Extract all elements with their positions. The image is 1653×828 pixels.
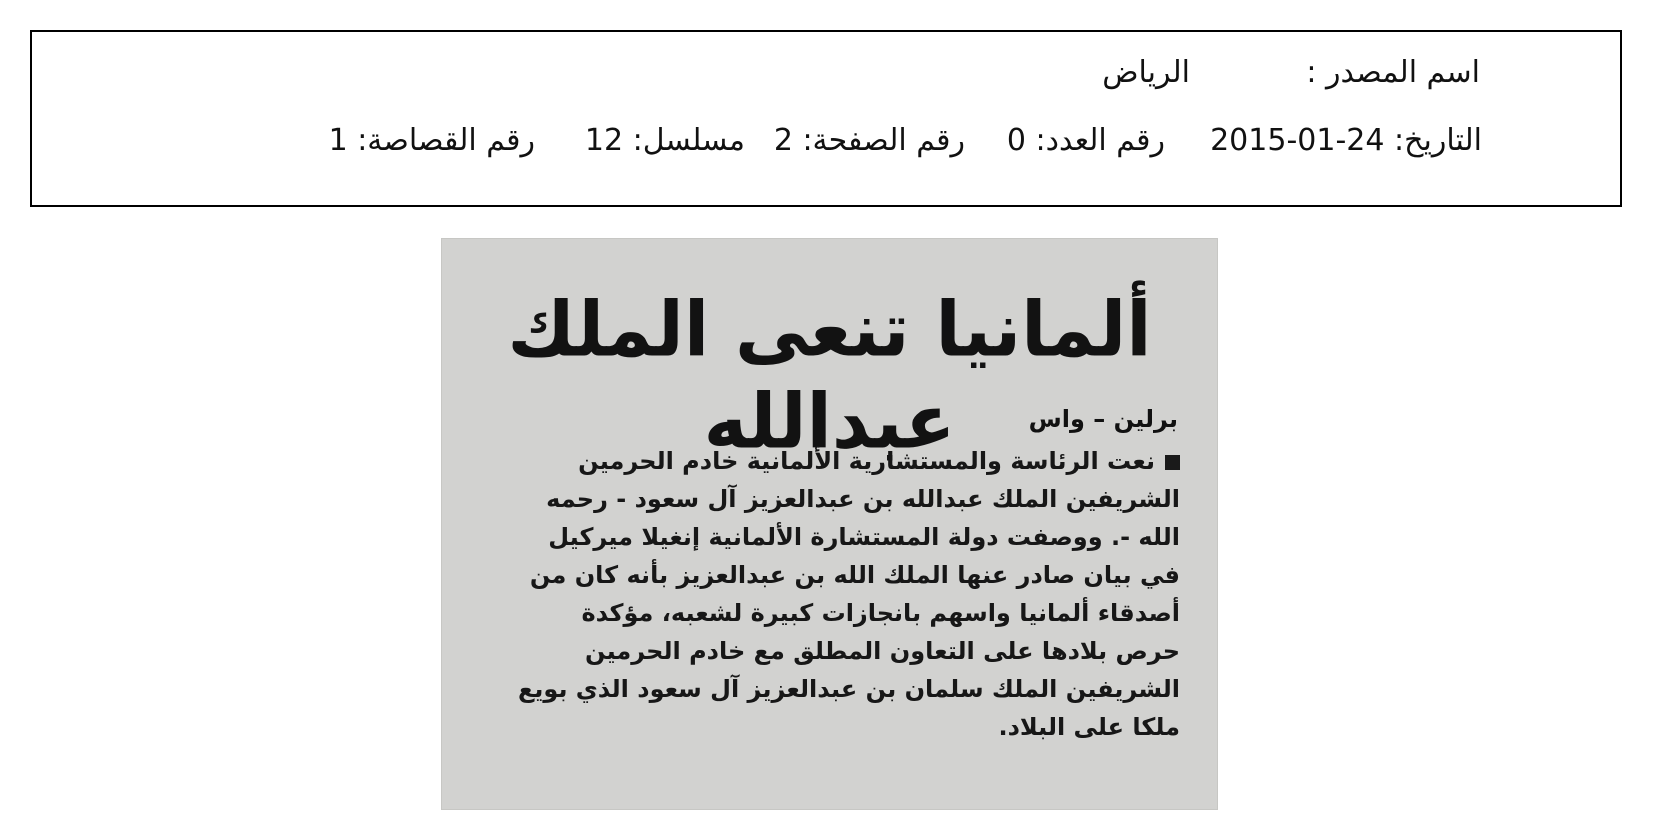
article-body-line-6: حرص بلادها على التعاون المطلق مع خادم الحرمين xyxy=(585,637,1180,665)
article-body-line-1 xyxy=(459,446,1180,476)
newspaper-clipping xyxy=(441,238,1218,810)
article-body-line-2: الشريفين الملك عبدالله بن عبدالعزيز آل سعود - رحمه xyxy=(546,485,1180,513)
serial-number-field: مسلسل: 12 xyxy=(584,123,745,158)
source-value: الرياض xyxy=(1102,55,1190,90)
article-body-line-7: الشريفين الملك سلمان بن عبدالعزيز آل سعود الذي بويع xyxy=(517,675,1180,703)
article-headline: ألمانيا تنعى الملك عبدالله xyxy=(507,286,1152,466)
article-body-line-4: في بيان صادر عنها الملك الله بن عبدالعزيز بأنه كان من xyxy=(529,561,1180,589)
article-body-line-3: الله -. ووصفت دولة المستشارة الألمانية إنغيلا ميركيل xyxy=(548,523,1180,551)
article-dateline: برلين – واس xyxy=(1028,405,1178,433)
date-field: التاريخ: 24-01-2015 xyxy=(1210,123,1482,158)
source-label: اسم المصدر : xyxy=(1306,55,1480,90)
article-line-text-1: نعت الرئاسة والمستشارية الألمانية خادم الحرمين xyxy=(578,447,1155,475)
article-body-line-5: أصدقاء ألمانيا واسهم بانجازات كبيرة لشعبه، مؤكدة xyxy=(581,599,1180,627)
document-metadata-box xyxy=(30,30,1622,207)
paragraph-bullet-icon xyxy=(1165,455,1180,470)
article-body-line-8: ملكا على البلاد. xyxy=(998,713,1180,741)
page-number-field: رقم الصفحة: 2 xyxy=(773,123,965,158)
issue-number-field: رقم العدد: 0 xyxy=(1006,123,1165,158)
clip-number-field: رقم القصاصة: 1 xyxy=(328,123,535,158)
